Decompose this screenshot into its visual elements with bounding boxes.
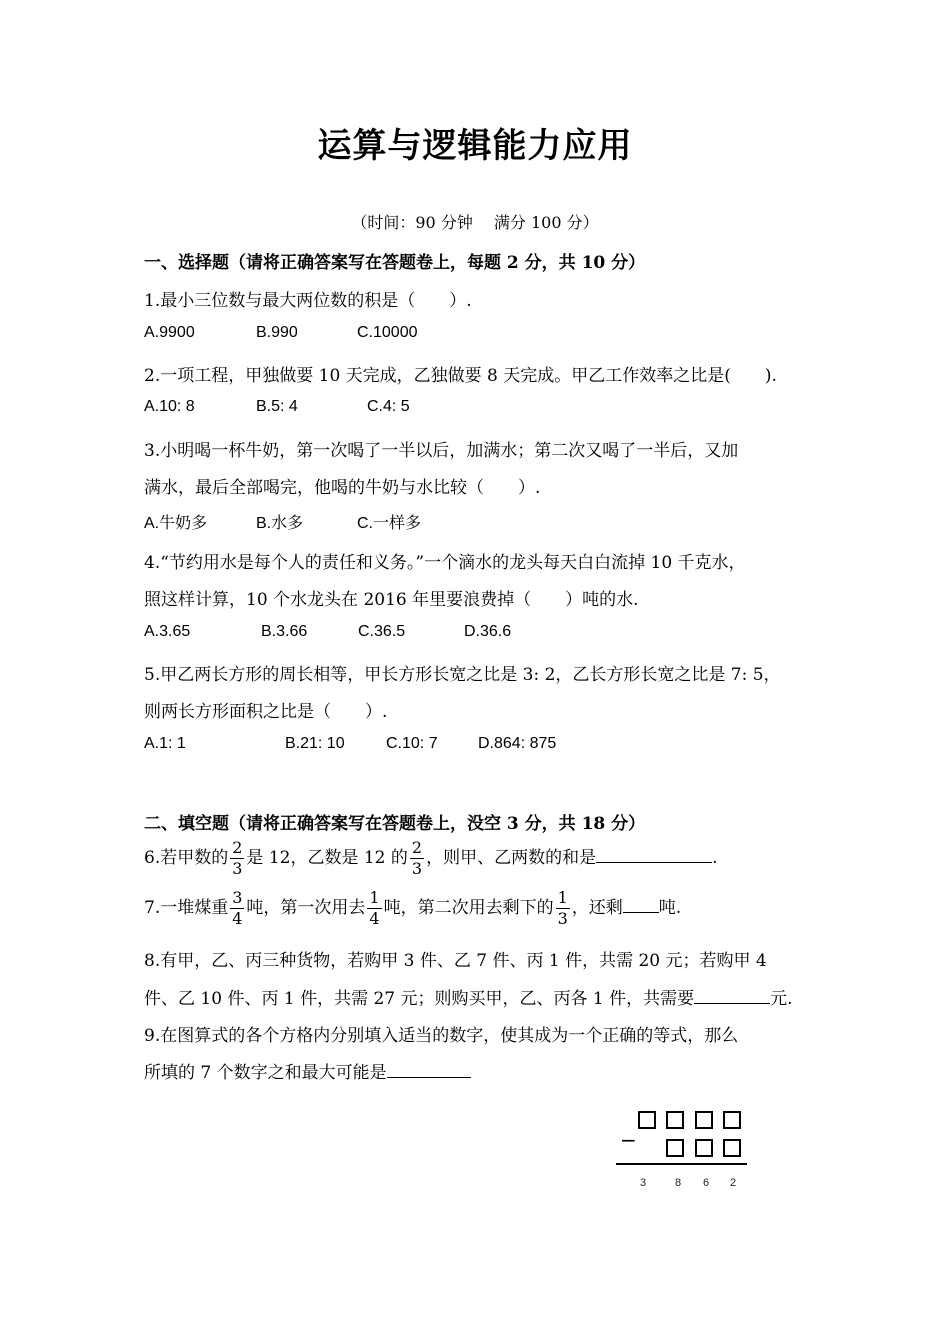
q8-line1: 8.有甲，乙、丙三种货物，若购甲 3 件、乙 7 件、丙 1 件，共需 20 元；若购甲 4 (144, 951, 767, 971)
q1-option-c: C.10000 (357, 324, 418, 341)
q1-option-b: B.990 (256, 324, 298, 341)
q5-option-c: C.10: 7 (386, 735, 438, 752)
q7-text-2: 吨，第一次用去 (246, 898, 366, 918)
q6-end: . (712, 848, 718, 868)
q6 (144, 840, 809, 877)
digit-box[interactable] (723, 1111, 741, 1129)
result-line (616, 1163, 747, 1165)
q4-option-d: D.36.6 (464, 623, 512, 640)
q9-answer-blank[interactable] (387, 1061, 471, 1078)
q7-frac1-denominator: 4 (232, 909, 243, 928)
q7-answer-blank[interactable] (623, 896, 659, 913)
q7-fraction-1 (230, 890, 244, 927)
q4-line1: 4.“节约用水是每个人的责任和义务。”一个滴水的龙头每天白白流掉 10 千克水， (144, 553, 746, 573)
q9-line2: 所填的 7 个数字之和最大可能是 (144, 1063, 387, 1083)
q5-line2: 则两长方形面积之比是（ ）. (144, 702, 388, 722)
minus-sign: − (620, 1128, 637, 1152)
result-digit: 2 (730, 1177, 737, 1189)
q3-line1: 3.小明喝一杯牛奶，第一次喝了一半以后，加满水；第二次又喝了一半后，又加 (144, 441, 739, 461)
q6-frac2-denominator: 3 (411, 859, 423, 878)
section2-heading: 二、填空题（请将正确答案写在答题卷上，没空 3 分，共 18 分） (144, 814, 646, 834)
q6-frac1-denominator: 3 (232, 859, 243, 878)
result-digit: 8 (675, 1177, 682, 1189)
q8-answer-blank[interactable] (694, 987, 770, 1004)
digit-box[interactable] (695, 1139, 713, 1157)
q2-text: 2.一项工程，甲独做要 10 天完成，乙独做要 8 天完成。甲乙工作效率之比是( ). (144, 366, 777, 386)
result-digit: 6 (703, 1177, 710, 1189)
q7-text-3: 吨，第二次用去剩下的 (383, 898, 554, 918)
q6-text-2: 是 12，乙数是 12 的 (246, 848, 408, 868)
digit-box[interactable] (695, 1111, 713, 1129)
q6-fraction-1 (230, 840, 244, 877)
q7-text-1: 7.一堆煤重 (144, 898, 229, 918)
q3-option-a: A.牛奶多 (144, 515, 208, 532)
q7-frac3-denominator: 3 (557, 909, 568, 928)
q7-end: 吨. (658, 898, 682, 918)
digit-box[interactable] (638, 1111, 656, 1129)
q9-line1: 9.在图算式的各个方格内分别填入适当的数字，使其成为一个正确的等式，那么 (144, 1026, 739, 1046)
q6-answer-blank[interactable] (596, 846, 712, 863)
q7-text-4: ，还剩 (571, 898, 623, 918)
q6-fraction-2 (410, 840, 424, 877)
q1-text: 1.最小三位数与最大两位数的积是（ ）. (144, 291, 472, 311)
q2-option-a: A.10: 8 (144, 398, 195, 415)
q8-line2: 件、乙 10 件、丙 1 件，共需 27 元；则购买甲，乙、丙各 1 件，共需要 (144, 989, 695, 1009)
q5-option-d: D.864: 875 (478, 735, 557, 752)
q8-end: 元. (770, 989, 793, 1009)
q8-line2-row (144, 984, 809, 1009)
digit-box[interactable] (666, 1111, 684, 1129)
q6-frac1-numerator: 2 (232, 838, 243, 857)
q7-fraction-2 (367, 890, 381, 927)
q7-frac2-numerator: 1 (369, 888, 380, 907)
q5-option-b: B.21: 10 (285, 735, 345, 752)
q3-option-b: B.水多 (256, 515, 304, 532)
q7-frac1-numerator: 3 (232, 888, 243, 907)
q6-frac2-numerator: 2 (411, 838, 423, 857)
q7-frac2-denominator: 4 (369, 909, 380, 928)
q7-fraction-3 (556, 890, 570, 927)
q2-option-c: C.4: 5 (367, 398, 410, 415)
q3-option-c: C.一样多 (357, 515, 422, 532)
q6-text-1: 6.若甲数的 (144, 848, 229, 868)
result-digit: 3 (640, 1177, 647, 1189)
q4-line2: 照这样计算，10 个水龙头在 2016 年里要浪费掉（ ）吨的水. (144, 590, 639, 610)
q2-option-b: B.5: 4 (256, 398, 298, 415)
q5-option-a: A.1: 1 (144, 735, 186, 752)
q3-line2: 满水，最后全部喝完，他喝的牛奶与水比较（ ）. (144, 478, 541, 498)
page-title: 运算与逻辑能力应用 (317, 126, 633, 166)
digit-box[interactable] (666, 1139, 684, 1157)
q9-line2-row (144, 1058, 809, 1083)
exam-time-info: （时间：90 分钟 满分 100 分） (351, 213, 599, 232)
q1-option-a: A.9900 (144, 324, 195, 341)
digit-box[interactable] (723, 1139, 741, 1157)
q4-option-a: A.3.65 (144, 623, 191, 640)
q6-text-3: ，则甲、乙两数的和是 (426, 848, 597, 868)
q5-line1: 5.甲乙两长方形的周长相等，甲长方形长宽之比是 3: 2，乙长方形长宽之比是 7: 5， (144, 665, 781, 685)
q4-option-b: B.3.66 (261, 623, 308, 640)
q7-frac3-numerator: 1 (557, 888, 568, 907)
section1-heading: 一、选择题（请将正确答案写在答题卷上，每题 2 分，共 10 分） (144, 253, 646, 273)
q7 (144, 890, 809, 927)
q4-option-c: C.36.5 (358, 623, 406, 640)
